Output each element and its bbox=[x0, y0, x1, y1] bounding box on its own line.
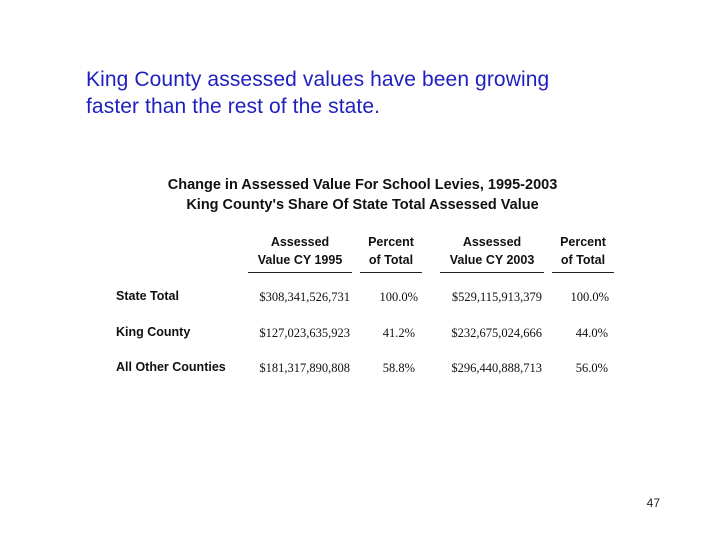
row-label-state-total: State Total bbox=[116, 289, 179, 303]
cell-other-counties-assessed-2003: $296,440,888,713 bbox=[451, 361, 542, 375]
slide-title-line-1: King County assessed values have been growing bbox=[86, 68, 550, 91]
column-header-line-1: Assessed bbox=[270, 235, 330, 249]
cell-state-total-assessed-1995: $308,341,526,731 bbox=[259, 290, 350, 304]
cell-king-county-percent-2003: 44.0% bbox=[575, 326, 608, 340]
table-title-line-2: King County's Share Of State Total Assessed Value bbox=[186, 197, 539, 213]
column-header-line-1: Percent bbox=[368, 235, 414, 249]
cell-other-counties-percent-2003: 56.0% bbox=[575, 361, 608, 375]
row-label-all-other-counties: All Other Counties bbox=[116, 360, 226, 374]
column-header-rule bbox=[248, 272, 352, 273]
cell-state-total-assessed-2003: $529,115,913,379 bbox=[451, 290, 542, 304]
slide-title-line-2: faster than the rest of the state. bbox=[86, 95, 381, 118]
cell-king-county-assessed-1995: $127,023,635,923 bbox=[259, 326, 350, 340]
cell-state-total-percent-1995: 100.0% bbox=[379, 290, 418, 304]
cell-other-counties-percent-1995: 58.8% bbox=[382, 361, 415, 375]
table-title-line-1: Change in Assessed Value For School Levies, 1995-2003 bbox=[167, 177, 558, 193]
cell-other-counties-assessed-1995: $181,317,890,808 bbox=[259, 361, 350, 375]
slide-title bbox=[86, 66, 686, 120]
column-header-assessed-2003 bbox=[440, 233, 544, 269]
column-header-line-1: Percent bbox=[560, 235, 606, 249]
column-header-rule bbox=[440, 272, 544, 273]
column-header-percent-2003 bbox=[552, 233, 614, 269]
column-header-line-2: of Total bbox=[560, 253, 606, 267]
row-label-king-county: King County bbox=[116, 325, 191, 339]
column-header-rule bbox=[360, 272, 422, 273]
cell-king-county-percent-1995: 41.2% bbox=[382, 326, 415, 340]
column-header-line-2: Value CY 2003 bbox=[449, 253, 535, 267]
column-header-assessed-1995 bbox=[248, 233, 352, 269]
cell-king-county-assessed-2003: $232,675,024,666 bbox=[451, 326, 542, 340]
page-number: 47 bbox=[646, 496, 660, 510]
column-header-line-1: Assessed bbox=[462, 235, 522, 249]
column-header-rule bbox=[552, 272, 614, 273]
column-header-percent-1995 bbox=[360, 233, 422, 269]
column-header-line-2: Value CY 1995 bbox=[257, 253, 343, 267]
table-title bbox=[0, 175, 720, 215]
cell-state-total-percent-2003: 100.0% bbox=[570, 290, 609, 304]
column-header-line-2: of Total bbox=[368, 253, 414, 267]
